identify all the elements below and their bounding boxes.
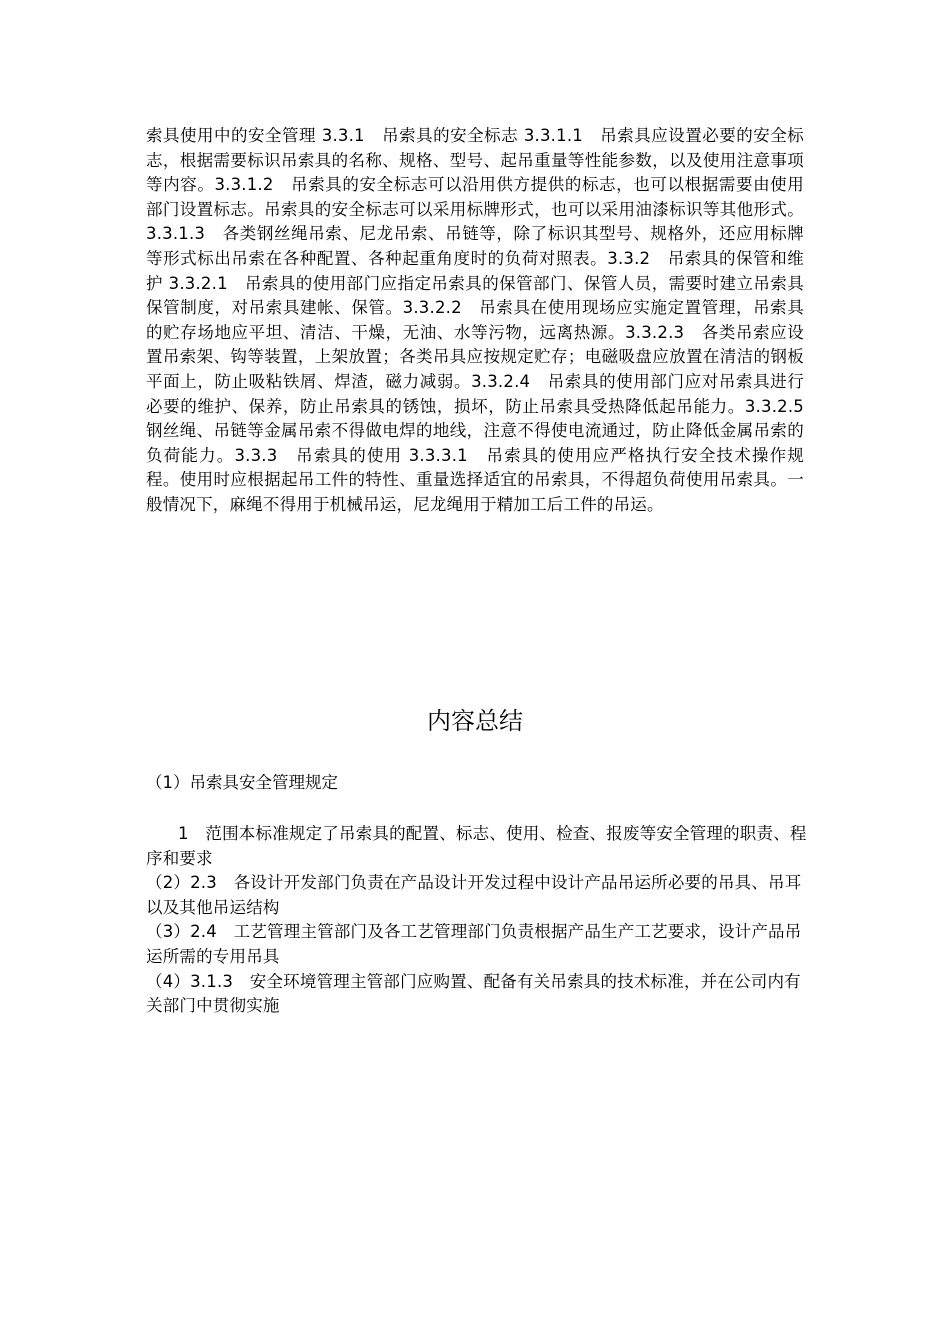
summary-item: （3）2.4 工艺管理主管部门及各工艺管理部门负责根据产品生产工艺要求，设计产品吊运所需的专用吊具 — [146, 922, 802, 966]
summary-heading: （1）吊索具安全管理规定 — [146, 773, 338, 792]
summary-item: 1 范围本标准规定了吊索具的配置、标志、使用、检查、报废等安全管理的职责、程序和要求 — [146, 824, 807, 868]
summary-item: （2）2.3 各设计开发部门负责在产品设计开发过程中设计产品吊运所必要的吊具、吊耳以及其他吊运结构 — [146, 873, 802, 917]
summary-item: （4）3.1.3 安全环境管理主管部门应购置、配备有关吊索具的技术标准，并在公司内有关部门中贯彻实施 — [146, 971, 801, 1016]
body-paragraph: 索具使用中的安全管理 3.3.1 吊索具的安全标志 3.3.1.1 吊索具应设置必要的安全标志，根据需要标识吊索具的名称、规格、型号、起吊重量等性能参数，以及使用注意事项等内容。3.3.1.2 吊索具的安全标志可以沿用供方提供的标志，也可以根据需要由使用部门设置标志。吊索具的安全标志可以采用标牌形式，也可以采用油漆标识等其他形式。3.3.1.3 各类钢丝绳吊索、尼龙吊索、吊链等，除了标识其型号、规格外，还应用标牌等形式标出吊索在各种配置、各种起重角度时的负荷对照表。3.3.2 吊索具的保管和维护 3.3.2.1 吊索具的使用部门应指定吊索具的保管部门、保管人员，需要时建立吊索具保管制度，对吊索具建帐、保管。3.3.2.2 吊索具在使用现场应实施定置管理，吊索具的贮存场地应平坦、清洁、干燥，无油、水等污物，远离热源。3.3.2.3 各类吊索应设置吊索架、钩等装置，上架放置；各类吊具应按规定贮存；电磁吸盘应放置在清洁的钢板平面上，防止吸粘铁屑、焊渣，磁力减弱。3.3.2.4 吊索具的使用部门应对吊索具进行必要的维护、保养，防止吊索具的锈蚀，损坏，防止吊索具受热降低起吊能力。3.3.2.5 钢丝绳、吊链等金属吊索不得做电焊的地线，注意不得使电流通过，防止降低金属吊索的负荷能力。3.3.3 吊索具的使用 3.3.3.1 吊索具的使用应严格执行安全技术操作规程。使用时应根据起吊工件的特性、重量选择适宜的吊索具，不得超负荷使用吊索具。一般情况下，麻绳不得用于机械吊运，尼龙绳用于精加工后工件的吊运。 — [146, 126, 821, 514]
summary-list — [146, 822, 808, 1019]
summary-title: 内容总结 — [427, 707, 523, 735]
